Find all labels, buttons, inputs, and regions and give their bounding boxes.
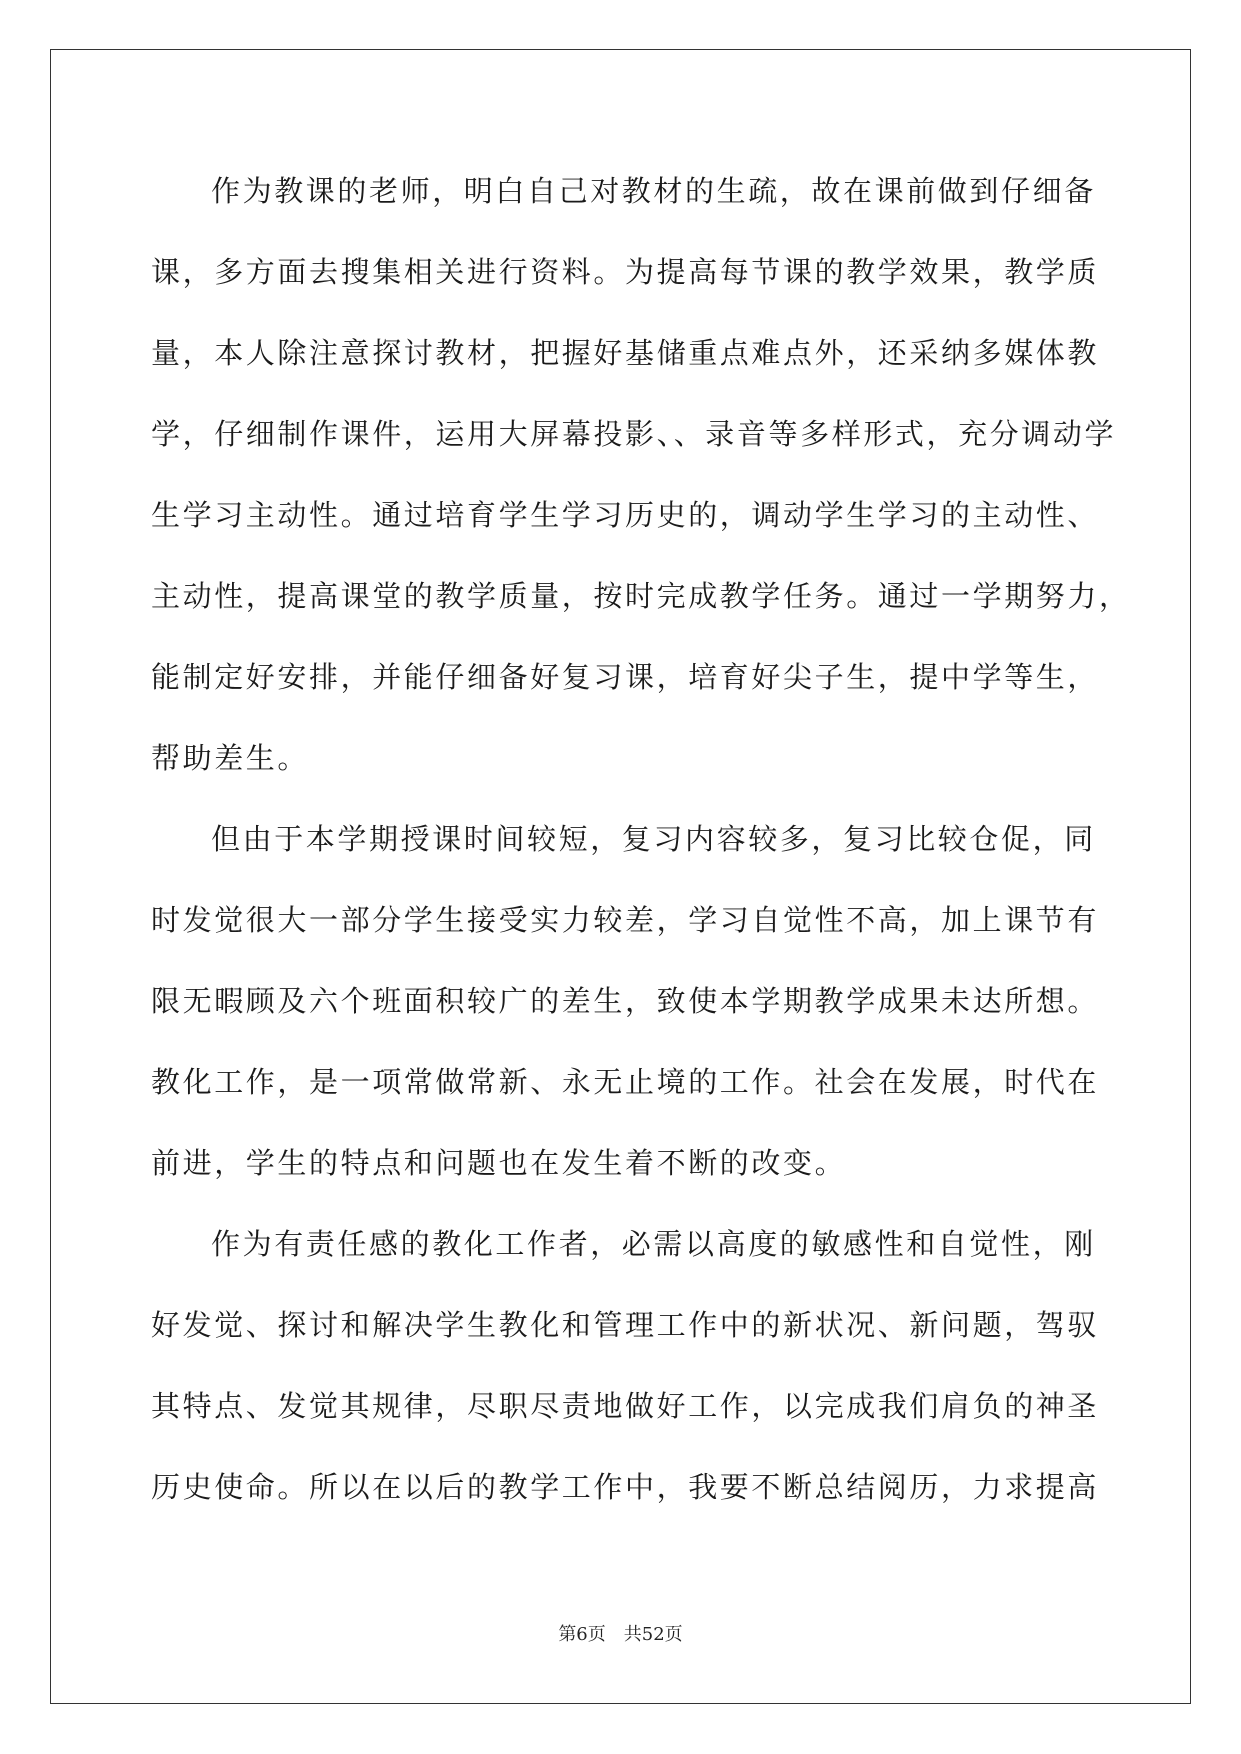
text-line: 生学习主动性。通过培育学生学习历史的，调动学生学习的主动性、 [151,498,1100,532]
text-line: 教化工作，是一项常做常新、永无止境的工作。社会在发展，时代在 [151,1065,1100,1099]
text-line: 好发觉、探讨和解决学生教化和管理工作中的新状况、新问题，驾驭 [151,1308,1100,1342]
page-number-total: 共52页 [623,1624,683,1645]
page-number-current: 第6页 [558,1624,606,1645]
text-line: 前进，学生的特点和问题也在发生着不断的改变。 [151,1146,847,1180]
text-line: 帮助差生。 [151,741,310,775]
text-line: 作为教课的老师，明白自己对教材的生疏，故在课前做到仔细备 [211,174,1096,208]
page-footer [0,1620,1241,1646]
text-line: 限无暇顾及六个班面积较广的差生，致使本学期教学成果未达所想。 [151,984,1100,1018]
text-line: 但由于本学期授课时间较短，复习内容较多，复习比较仓促，同 [211,822,1096,856]
text-line: 历史使命。所以在以后的教学工作中，我要不断总结阅历，力求提高 [151,1470,1100,1504]
text-line: 主动性，提高课堂的教学质量，按时完成教学任务。通过一学期努力， [151,579,1131,613]
text-line: 学，仔细制作课件，运用大屏幕投影、、录音等多样形式，充分调动学 [151,417,1117,451]
text-line: 作为有责任感的教化工作者，必需以高度的敏感性和自觉性，刚 [211,1227,1096,1261]
text-line: 课，多方面去搜集相关进行资料。为提高每节课的教学效果，教学质 [151,255,1100,289]
text-line: 能制定好安排，并能仔细备好复习课，培育好尖子生，提中学等生， [151,660,1100,694]
document-body [151,160,1131,1537]
text-line: 时发觉很大一部分学生接受实力较差，学习自觉性不高，加上课节有 [151,903,1100,937]
text-line: 量，本人除注意探讨教材，把握好基储重点难点外，还采纳多媒体教 [151,336,1100,370]
text-line: 其特点、发觉其规律，尽职尽责地做好工作，以完成我们肩负的神圣 [151,1389,1100,1423]
